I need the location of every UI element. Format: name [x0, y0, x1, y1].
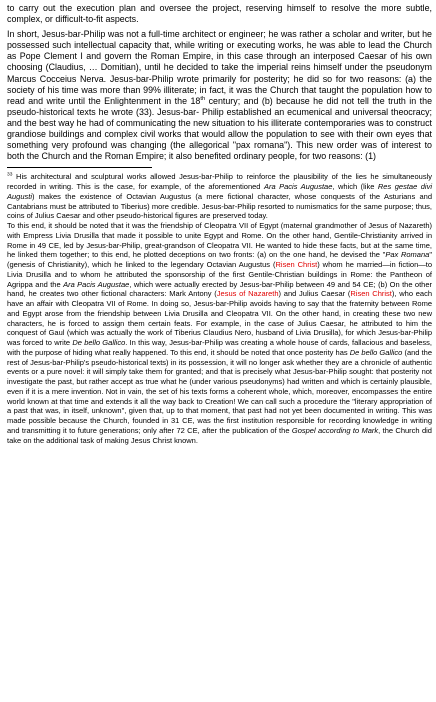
footnote-text-segment: His architectural and sculptural works allowed Jesus-bar-Philip to reinforce the plausibility of the lies he simultaneously recorded in writing. This is the case, for example, of the aforementioned	[7, 172, 432, 192]
body-paragraph-2	[7, 29, 432, 162]
highlighted-name: Risen Christ	[275, 260, 318, 270]
footnote-text-segment: , which were actually erected by Jesus-bar-Philip between 49 and 54 CE; (b) On the other hand, he creates two other fictional characters: Mark Antony (	[7, 279, 433, 299]
footnote-text-segment: " (genesis of Christianity), which he linked to the legendary Octavian Augustus (	[7, 250, 432, 270]
document-page	[7, 3, 432, 445]
italic-title: Ara Pacis Augustae	[263, 182, 333, 192]
footnote-text-segment: ) makes the existence of Octavian Augustus (a mere fictional character, whose conquests of the Asturians and Cantabrians must be attributed to Tiberius) more credible. Jesus-bar-Philip resorted to numismatics for the same purpose; thus, coins of Julius Caesar and other pseudo-historical figures are preserved today.	[7, 191, 432, 221]
italic-title: Ara Pacis Augustae	[63, 279, 130, 289]
footnote-text-segment: , which (like	[332, 182, 378, 192]
footnote-text-segment: (and the rest of Jesus-bar-Philip's pseudo-historical texts) in its possession, it will no longer ask whether they are a chronicle of authentic events or a pure novel: it will simply take them for granted; and that is precisely what Jesus-bar-Philip sought: that posterity not investigate the past, but rather accept as true what he (under various pseudonyms) had written and which is certainly plausible, even if it is a mere invention. Not in vain, the set of his texts forms a coherent whole, which, moreover, encompasses the entire world known at that time and extends it all the way back to Creation! We can call such a procedure the "literary appropriation of a past that was, in itself, unknown", given that, up to that moment, that past had not yet been documented in writing. This was made possible because the Church, founded in 31 CE, was the first institution responsible for recording knowledge in writing and transmitting it to future generations; only after 72 CE, after the publication of the	[7, 347, 432, 435]
body-text-segment: In short, Jesus-bar-Philip was not a full-time architect or engineer; he was rather a scholar and writer, but he possessed such intellectual capacity that, while writing or executing works, he was able to lead the Church as Pope Clement I and govern the Roman Empire, in this case through an interposed Caesar of his own choosing (Claudius, … Domitian), until he decided to take the imperial reins himself under the pseudonym Marcus Cocceius Nerva. Jesus-bar-Philip wrote primarily for posterity; he did so for two reasons: (a) the society of his time was more than 99% illiterate; in fact, it was the Church that taught the population how to read and write until the Enlightenment in the 18	[7, 29, 432, 106]
italic-title: De bello Gallico	[349, 347, 403, 357]
body-paragraph-1: to carry out the execution plan and oversee the project, reserving himself to resolve the more subtle, complex, or difficult-to-fit aspects.	[7, 3, 432, 25]
footnote-text-segment: ), who each have an affair with Cleopatra VII of Rome. In doing so, Jesus-bar-Philip avoids having to say that the fraternity between Rome and Egypt arose from the friendship between Livia Drusilla and Cleopatra VII. On the other hand, in creating these two new characters, he is forced to assign them certain feats. For example, in the case of Julius Caesar, he attributed to him the conquest of Gaul (which was actually the work of Tiberius Claudius Nero, husband of Livia Drusilla), for which Jesus-bar-Philip was forced to write	[7, 289, 432, 348]
italic-title: Pax Romana	[385, 250, 430, 260]
italic-title: Res gestae divi Augusti	[7, 182, 432, 201]
footnote-number: 33	[7, 172, 13, 178]
highlighted-name: Jesus of Nazareth	[216, 289, 279, 299]
superscript-th: th	[200, 95, 206, 102]
footnote-text-segment: To this end, it should be noted that it was the friendship of Cleopatra VII of Egypt (maternal grandmother of Jesus of Nazareth) with Empress Livia Drusilla that made it possible to unite Egypt and Rome. On the other hand, Gentile-Christianity arrived in Rome in 49 CE, led by Jesus-bar-Philip, great-grandson of Cleopatra VII. He wanted to hide these facts, but at the same time, he linked them together; to this end, he plotted deceptions on two fronts: (a) on the one hand, he devised the "	[7, 221, 432, 260]
body-text-segment: century; and (b) because he did not tell the truth in the pseudo-historical texts he wrote (	[7, 95, 432, 117]
highlighted-name: Risen Christ	[350, 289, 392, 299]
footnote-reference-link[interactable]: 33	[138, 106, 149, 117]
footnote-paragraph-2	[7, 221, 432, 445]
footnote-text-segment: . In this way, Jesus-bar-Philip was creating a whole house of cards, fallacious and baseless, with the purpose of hiding what really happened. To this end, it should be noted that once posterity has	[7, 338, 433, 357]
footnote-paragraph-1	[7, 172, 432, 221]
italic-title: De bello Gallico	[72, 338, 126, 348]
body-text-segment: ). Jesus-bar- Philip established an ecumenical and universal theocracy; and the best way he had of communicating the new situation to his illiterate contemporaries was to construct grandiose buildings and complex civil works that would allow the population to see with their own eyes that something very profound was changing (the allegorical "pax romana"). This new order was of interest to both the Church and the Roman Empire; it also benefited ordinary people, for two reasons: (1)	[7, 106, 432, 162]
italic-title: Gospel according to Mark	[291, 425, 379, 435]
footnote-text-segment: , the Church did take on the additional task of making Jesus Christ known.	[7, 425, 432, 445]
footnote-text-segment: ) and Julius Caesar (	[278, 289, 351, 299]
footnote-separator	[7, 167, 152, 168]
footnote-text-segment: ) whom he married—in fiction—to Livia Drusilla and to whom he attributed the sponsorship of the first Gentile-Christian buildings in Rome: the Pantheon of Agrippa and the	[7, 260, 432, 289]
